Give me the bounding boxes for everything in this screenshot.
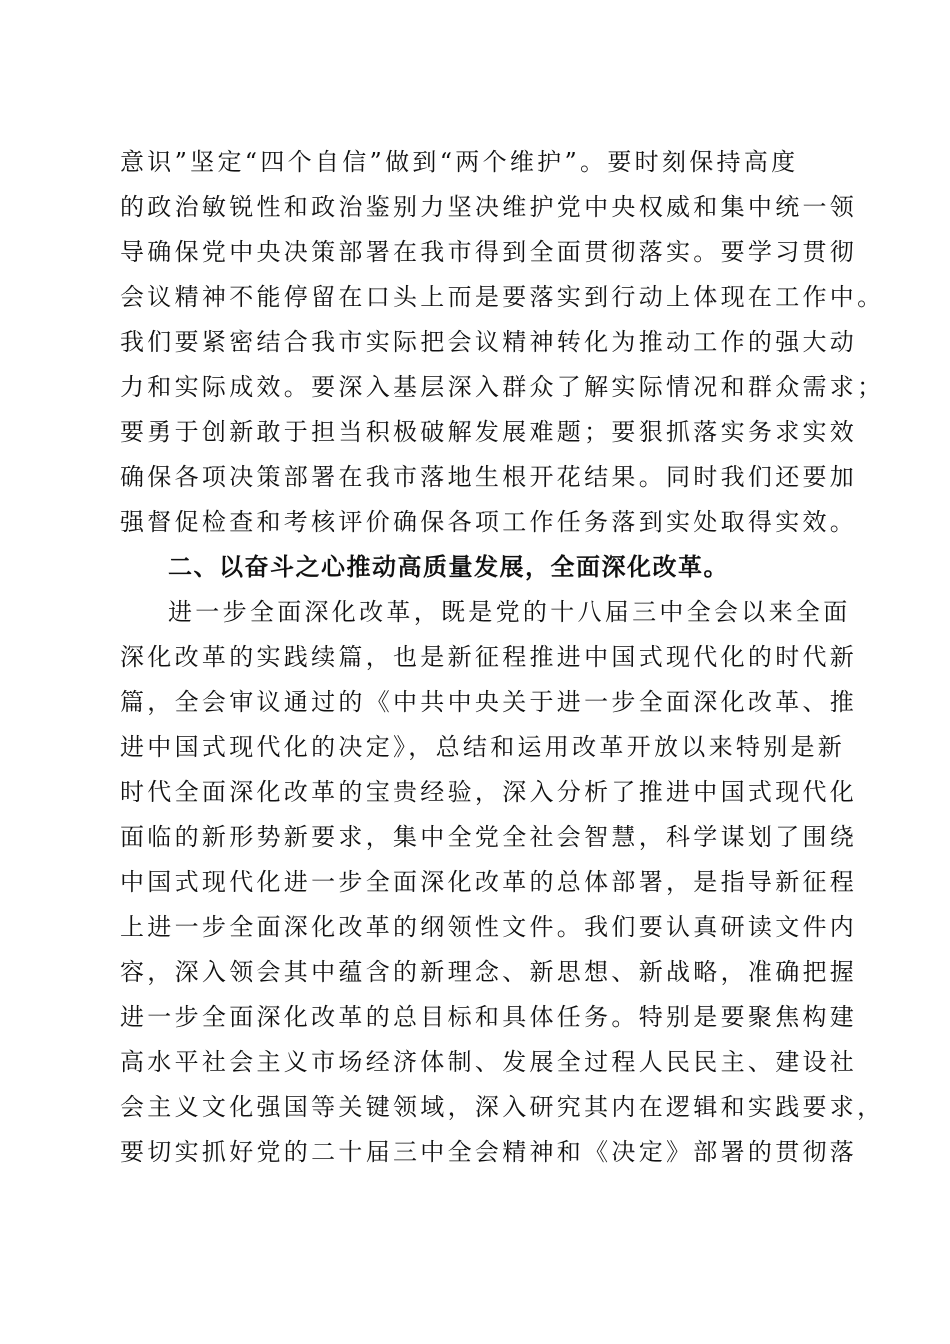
paragraph-line: 时代全面深化改革的宝贵经验，深入分析了推进中国式现代化 bbox=[120, 778, 858, 806]
paragraph-line: 我们要紧密结合我市实际把会议精神转化为推动工作的强大动 bbox=[120, 328, 858, 356]
paragraph-line: 高水平社会主义市场经济体制、发展全过程人民民主、建设社 bbox=[120, 1048, 858, 1076]
paragraph-line: 意识”坚定“四个自信”做到“两个维护”。要时刻保持高度 bbox=[120, 148, 799, 176]
paragraph-line: 进中国式现代化的决定》，总结和运用改革开放以来特别是新 bbox=[120, 733, 846, 761]
paragraph-line: 要勇于创新敢于担当积极破解发展难题；要狠抓落实务求实效 bbox=[120, 418, 858, 446]
paragraph-line: 强督促检查和考核评价确保各项工作任务落到实处取得实效。 bbox=[120, 508, 858, 536]
paragraph-line: 力和实际成效。要深入基层深入群众了解实际情况和群众需求； bbox=[120, 373, 885, 401]
paragraph-line: 深化改革的实践续篇，也是新征程推进中国式现代化的时代新 bbox=[120, 643, 858, 671]
paragraph-line: 会主义文化强国等关键领域，深入研究其内在逻辑和实践要求， bbox=[120, 1093, 885, 1121]
paragraph-line: 要切实抓好党的二十届三中全会精神和《决定》部署的贯彻落 bbox=[120, 1138, 858, 1166]
paragraph-line: 容，深入领会其中蕴含的新理念、新思想、新战略，准确把握 bbox=[120, 958, 858, 986]
paragraph-line: 篇，全会审议通过的《中共中央关于进一步全面深化改革、推 bbox=[120, 688, 858, 716]
paragraph-line: 进一步全面深化改革的总目标和具体任务。特别是要聚焦构建 bbox=[120, 1003, 858, 1031]
paragraph-line: 上进一步全面深化改革的纲领性文件。我们要认真研读文件内 bbox=[120, 913, 858, 941]
paragraph-line: 的政治敏锐性和政治鉴别力坚决维护党中央权威和集中统一领 bbox=[120, 193, 858, 221]
paragraph-line: 会议精神不能停留在口头上而是要落实到行动上体现在工作中。 bbox=[120, 283, 885, 311]
section-heading: 二、以奋斗之心推动高质量发展，全面深化改革。 bbox=[168, 553, 729, 581]
paragraph-line: 面临的新形势新要求，集中全党全社会智慧，科学谋划了围绕 bbox=[120, 823, 858, 851]
paragraph-line: 中国式现代化进一步全面深化改革的总体部署，是指导新征程 bbox=[120, 868, 858, 896]
document-body bbox=[120, 140, 885, 1175]
paragraph-line: 导确保党中央决策部署在我市得到全面贯彻落实。要学习贯彻 bbox=[120, 238, 858, 266]
paragraph-line: 确保各项决策部署在我市落地生根开花结果。同时我们还要加 bbox=[120, 463, 858, 491]
paragraph-line: 进一步全面深化改革，既是党的十八届三中全会以来全面 bbox=[168, 598, 851, 626]
